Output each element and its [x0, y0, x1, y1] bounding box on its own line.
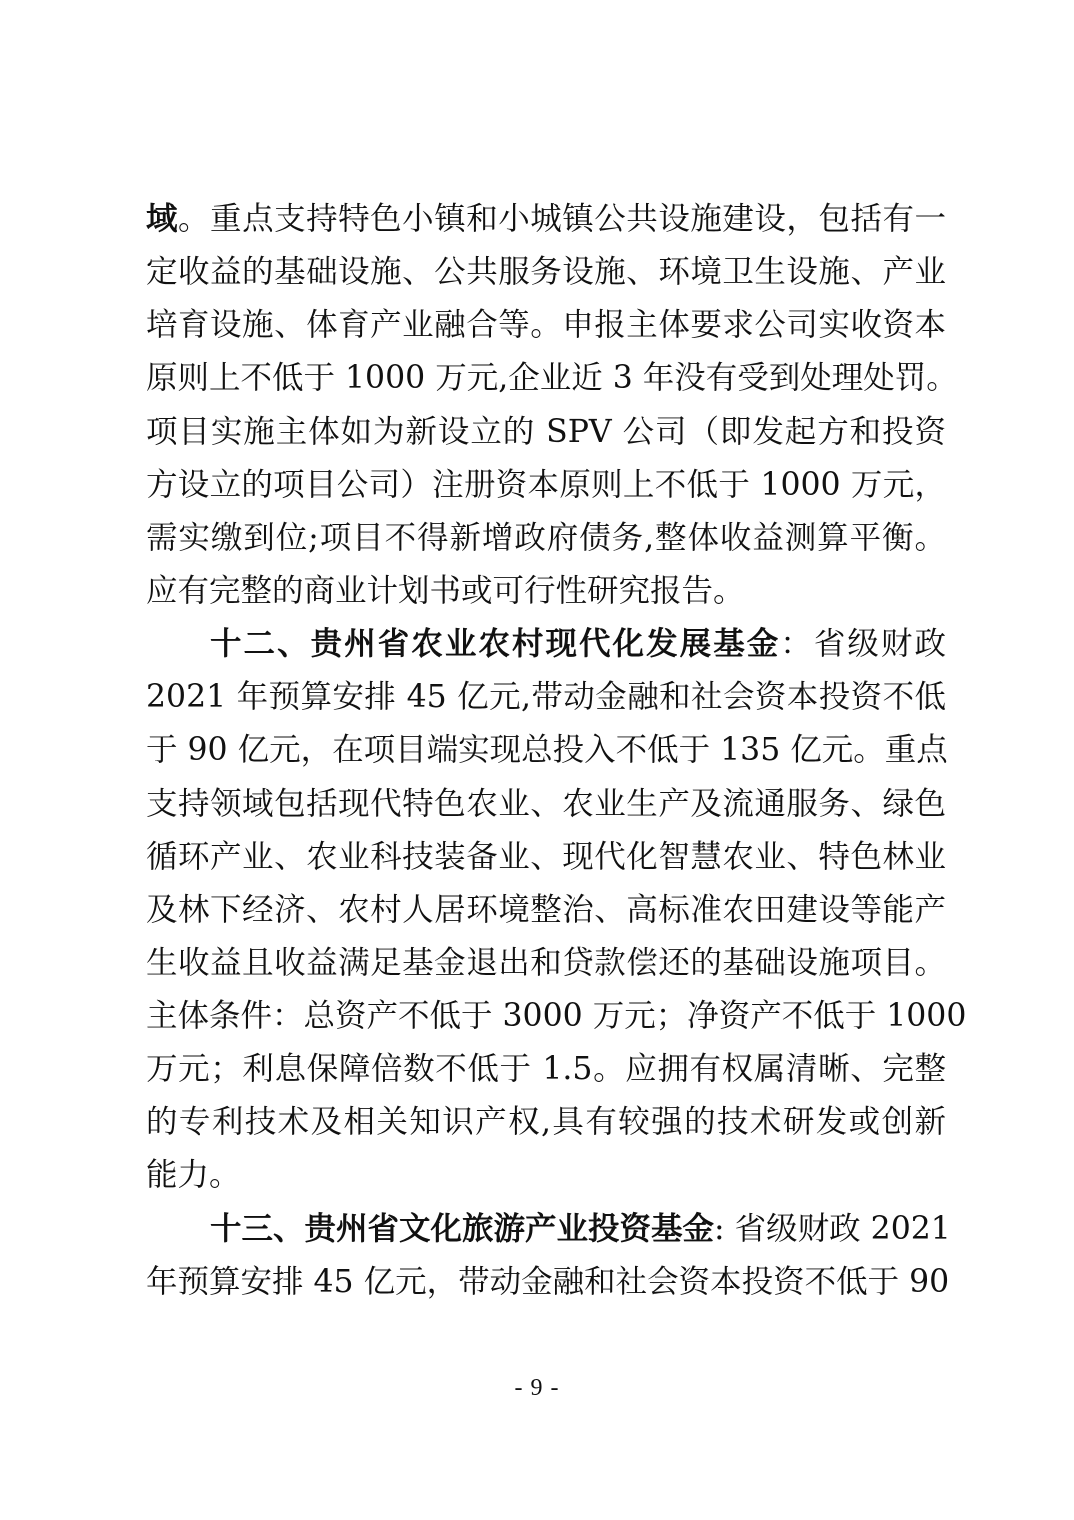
line-text: ：省级财政	[780, 626, 946, 662]
section-heading: 十二、贵州省农业农村现代化发展基金	[210, 625, 781, 662]
text-line: 于 90 亿元，在项目端实现总投入不低于 135 亿元。重点	[146, 732, 948, 768]
text-line: 主体条件：总资产不低于 3000 万元；净资产不低于 1000	[146, 998, 967, 1034]
text-line: 2021 年预算安排 45 亿元,带动金融和社会资本投资不低	[146, 679, 946, 715]
bold-text: 域	[146, 200, 179, 237]
text-line: 应有完整的商业计划书或可行性研究报告。	[146, 573, 745, 609]
text-line: 项目实施主体如为新设立的 SPV 公司（即发起方和投资	[146, 414, 946, 450]
line-text: : 省级财政 2021	[714, 1211, 951, 1247]
text-line: 万元；利息保障倍数不低于 1.5。应拥有权属清晰、完整	[146, 1051, 946, 1087]
text-line: 能力。	[146, 1157, 241, 1193]
text-line: 定收益的基础设施、公共服务设施、环境卫生设施、产业	[146, 254, 946, 290]
section-heading-line	[210, 1202, 951, 1256]
text-line: 的专利技术及相关知识产权,具有较强的技术研发或创新	[146, 1104, 946, 1140]
text-line: 年预算安排 45 亿元，带动金融和社会资本投资不低于 90	[146, 1264, 950, 1300]
text-line: 支持领域包括现代特色农业、农业生产及流通服务、绿色	[146, 786, 946, 822]
section-heading-line	[210, 617, 946, 671]
page-number: - 9 -	[514, 1375, 560, 1401]
text-line: 培育设施、体育产业融合等。申报主体要求公司实收资本	[146, 307, 946, 343]
text-line: 原则上不低于 1000 万元,企业近 3 年没有受到处理处罚。	[146, 360, 958, 396]
line-text: 。重点支持特色小镇和小城镇公共设施建设，包括有一	[178, 201, 946, 237]
text-line: 需实缴到位;项目不得新增政府债务,整体收益测算平衡。	[146, 520, 946, 556]
text-line: 循环产业、农业科技装备业、现代化智慧农业、特色林业	[146, 839, 946, 875]
text-line: 及林下经济、农村人居环境整治、高标准农田建设等能产	[146, 892, 946, 928]
section-heading: 十三、贵州省文化旅游产业投资基金	[210, 1210, 715, 1247]
text-line	[146, 192, 946, 246]
text-line: 方设立的项目公司）注册资本原则上不低于 1000 万元，	[146, 467, 946, 503]
text-line: 生收益且收益满足基金退出和贷款偿还的基础设施项目。	[146, 945, 946, 981]
